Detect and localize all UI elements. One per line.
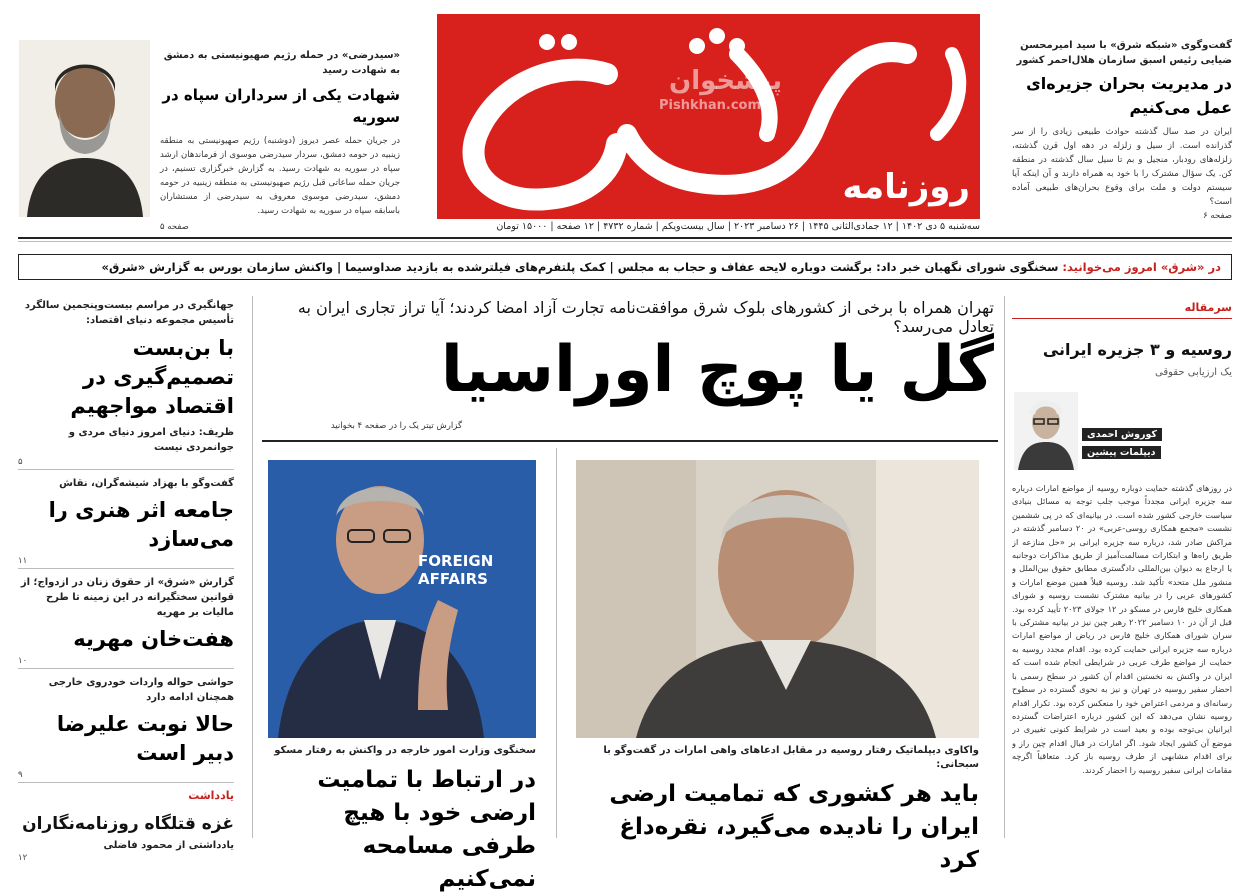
note-label: یادداشت xyxy=(188,789,234,802)
item-title: هفت‌خان مهریه xyxy=(73,627,234,651)
item-title: با بن‌بست تصمیم‌گیری در اقتصاد مواجهیم xyxy=(70,336,234,418)
story-right[interactable] xyxy=(576,744,979,877)
editorial-body: در روزهای گذشته حمایت دوباره روسیه از مواضع امارات درباره سه جزیره ایرانی مجدداً موجب جلب توجه به مسائل بنیادی سیاست خارجی کشور شده است. در بیانیه‌ای که در پی ششمین نشست «مجمع همکاری روسی-عربی» در ۲۰ دسامبر گذشته در مراکش صادر شد، درباره سه جزیره ایرانی بر «حل منازعه از طریق راه‌ها و ابتکارات مسالمت‌آمیز از طریق مذاکرات دوجانبه یا ارجاع به دیوان بین‌المللی دادگستری مطابق حقوق بین‌الملل و منشور ملل متحد» تأکید شد. روسیه قبلاً همین موضع امارات و کشورهای عربی را در بیانیه مشترک نشست روسیه و شورای همکاری خلیج فارس در مسکو در ۱۲ جولای ۲۰۲۳ تأیید کرده بود. قبل از آن در ۱۰ دسامبر ۲۰۲۲ رهبر چین نیز در بیانیه مشترکی با سران شورای همکاری خلیج فارس در ریاض از مواضع امارات درباره سه جزیره ایرانی حمایت کرده بود. اقدام مجدد روسیه به حمایت از مواضع طرف عربی در شرایطی انجام شده است که ایران در واکنش به نخستین اقدام آن کشور در سطح رسمی با احضار سفیر روسیه در تهران و نیز به نحوی گسترده در سطوح رسانه‌ای و مردمی اعتراض خود را منعکس کرده بود. تکرار اقدام روسیه نشان می‌دهد که این کشور درباره اعتراضات گسترده ایرانیان بی‌توجه بوده و بعید است در شرایط کنونی تغییری در موضع آن کشور ایجاد شود. اگر امارات در قبال اقدام چین راز و برای اقدام مشابهی از طرف روسیه باز کرد. متعاقباً اگرچه مقامات ایرانی سفیر روسیه را احضار کردند. xyxy=(1012,483,1232,775)
story-title: باید هر کشوری که تمامیت ارضی ایران را نادیده می‌گیرد، نقره‌داغ کرد xyxy=(609,781,979,873)
editorial-subtitle: یک ارزیابی حقوقی xyxy=(1155,367,1232,378)
story-left[interactable] xyxy=(268,744,536,896)
teaser-kicker: «سیدرضی» در حمله رژیم صهیونیستی به دمشق به شهادت رسید xyxy=(163,50,400,76)
today-text: سخنگوی شورای نگهبان خبر داد: برگشت دوباره لایحه عفاف و حجاب به مجلس | کمک پلتفرم‌های فیلترشده به بازدید صداوسیما | واکنش سازمان بورس به گزارش «شرق» xyxy=(101,260,1059,274)
header-rule-thin xyxy=(18,241,1232,242)
item-page: ۵ xyxy=(18,457,234,470)
column-divider xyxy=(1004,296,1005,838)
author-name: کوروش احمدی xyxy=(1082,428,1162,441)
editorial-column[interactable] xyxy=(1012,296,1232,838)
note-title: غزه قتلگاه روزنامه‌نگاران xyxy=(22,814,234,834)
left-item[interactable] xyxy=(18,675,234,783)
top-right-teaser[interactable] xyxy=(1012,38,1232,221)
page-ref: صفحه ۶ xyxy=(1203,211,1232,221)
left-item[interactable] xyxy=(18,575,234,669)
header-rule xyxy=(18,237,1232,239)
backdrop-text: FOREIGN AFFAIRS xyxy=(418,552,494,588)
story-kicker: واکاوی دیپلماتیک رفتار روسیه در مقابل ادعاهای واهی امارات در گفت‌وگو با سبحانی: xyxy=(603,745,979,770)
item-kicker: جهانگیری در مراسم بیست‌وپنجمین سالگرد تأسیس مجموعه دنیای اقتصاد: xyxy=(24,300,234,326)
teaser-title: شهادت یکی از سرداران سپاه در سوریه xyxy=(162,86,400,126)
portrait-photo xyxy=(19,40,150,217)
page-ref: صفحه ۵ xyxy=(160,222,189,232)
teaser-title: در مدیریت بحران جزیره‌ای عمل می‌کنیم xyxy=(1026,74,1232,117)
teaser-body: ایران در صد سال گذشته حوادث طبیعی زیادی را از سر گذرانده است. از سیل و زلزله در دهه اول قرن گذشته، زلزله‌های رودبار، منجیل و بم تا سیل سال گذشته در منطقه کن. یک سؤال مشترک را با خود به همراه دارند و آن اینکه آیا سیستم دولت و ملت برای وقوع بحران‌های طبیعی آماده است؟ xyxy=(1012,127,1232,207)
note-item[interactable] xyxy=(18,789,234,863)
watermark-en: Pishkhan.com xyxy=(659,98,762,113)
story-left-photo xyxy=(268,460,536,738)
watermark-fa: پیشخوان xyxy=(669,66,782,96)
top-left-teaser[interactable] xyxy=(160,48,400,232)
logo-word xyxy=(767,22,771,24)
left-item[interactable] xyxy=(18,476,234,569)
lead-subhead: تهران همراه با برخی از کشورهای بلوک شرق موافقت‌نامه تجارت آزاد امضا کردند؛ آیا تراز تجاری ایران به تعادل می‌رسد؟ xyxy=(297,298,994,336)
item-page: ۱۱ xyxy=(18,556,234,569)
note-page: ۱۲ xyxy=(18,853,28,863)
item-title: حالا نوبت علیرضا دبیر است xyxy=(56,712,234,765)
teaser-kicker: گفت‌وگوی «شبکه شرق» با سید امیرمحسن ضیایی رئیس اسبق سازمان هلال‌احمر کشور xyxy=(1016,40,1232,66)
left-item[interactable] xyxy=(18,298,234,470)
today-label: در «شرق» امروز می‌خوانید: xyxy=(1062,260,1221,274)
today-strip[interactable] xyxy=(18,254,1232,280)
editorial-label: سرمقاله xyxy=(1184,301,1232,314)
author-photo xyxy=(1014,392,1078,470)
dateline: سه‌شنبه ۵ دی ۱۴۰۲ | ۱۲ جمادی‌الثانی ۱۴۴۵ | ۲۶ دسامبر ۲۰۲۳ | سال بیست‌ویکم | شماره ۴۷۳۲ | ۱۲ صفحه | ۱۵۰۰۰ تومان xyxy=(496,221,980,232)
logo-prefix: روزنامه xyxy=(842,167,970,207)
story-kicker: سخنگوی وزارت امور خارجه در واکنش به رفتار مسکو xyxy=(274,745,536,756)
person-icon xyxy=(1014,392,1078,470)
note-author: یادداشتی از محمود فاضلی xyxy=(103,840,234,851)
person-icon xyxy=(19,40,150,217)
lead-rule xyxy=(262,440,998,442)
story-title: در ارتباط با تمامیت ارضی خود با هیچ طرفی مسامحه نمی‌کنیم xyxy=(317,767,536,892)
author-role: دیپلمات پیشین xyxy=(1082,446,1161,459)
lead-headline[interactable]: گل یا پوچ اوراسیا xyxy=(440,333,994,407)
item-title: جامعه اثر هنری را می‌سازد xyxy=(48,498,234,551)
masthead-logo[interactable] xyxy=(437,14,980,219)
item-page: ۱۰ xyxy=(18,656,234,669)
left-column[interactable] xyxy=(18,298,234,863)
story-divider xyxy=(556,448,557,838)
item-kicker: گفت‌وگو با بهزاد شیشه‌گران، نقاش xyxy=(59,478,234,489)
item-kicker: گزارش «شرق» از حقوق زنان در ازدواج؛ از قوانین سختگیرانه در این زمینه تا طرح مالیات بر مهریه xyxy=(20,577,234,618)
item-page: ۹ xyxy=(18,770,234,783)
column-divider xyxy=(252,296,253,838)
item-extra: ظریف: دنیای امروز دنیای مردی و جوانمردی نیست xyxy=(68,427,234,453)
story-right-photo xyxy=(576,460,979,738)
editorial-title: روسیه و ۳ جزیره ایرانی xyxy=(1042,340,1232,359)
person-icon xyxy=(268,460,536,738)
item-kicker: حواشی حواله واردات خودروی خارجی همچنان ادامه دارد xyxy=(48,677,234,703)
lead-ref: گزارش تیتر یک را در صفحه ۴ بخوانید xyxy=(330,421,462,431)
teaser-body: در جریان حمله عصر دیروز (دوشنبه) رژیم صهیونیستی به منطقه زینبیه در حومه دمشق، سردار سیدرضی موسوی از فرماندهان ارشد سپاه در سوریه به شهادت رسید. به گزارش خبرگزاری تسنیم، در جریان حمله ساعاتی قبل رژیم صهیونیستی به منطقه زینبیه در حومه دمشق، سیدرضی موسوی معروف به سیدرضی از مستشاران باسابقه سپاه در سوریه به شهادت رسید. xyxy=(160,136,400,216)
person-icon xyxy=(576,460,979,738)
